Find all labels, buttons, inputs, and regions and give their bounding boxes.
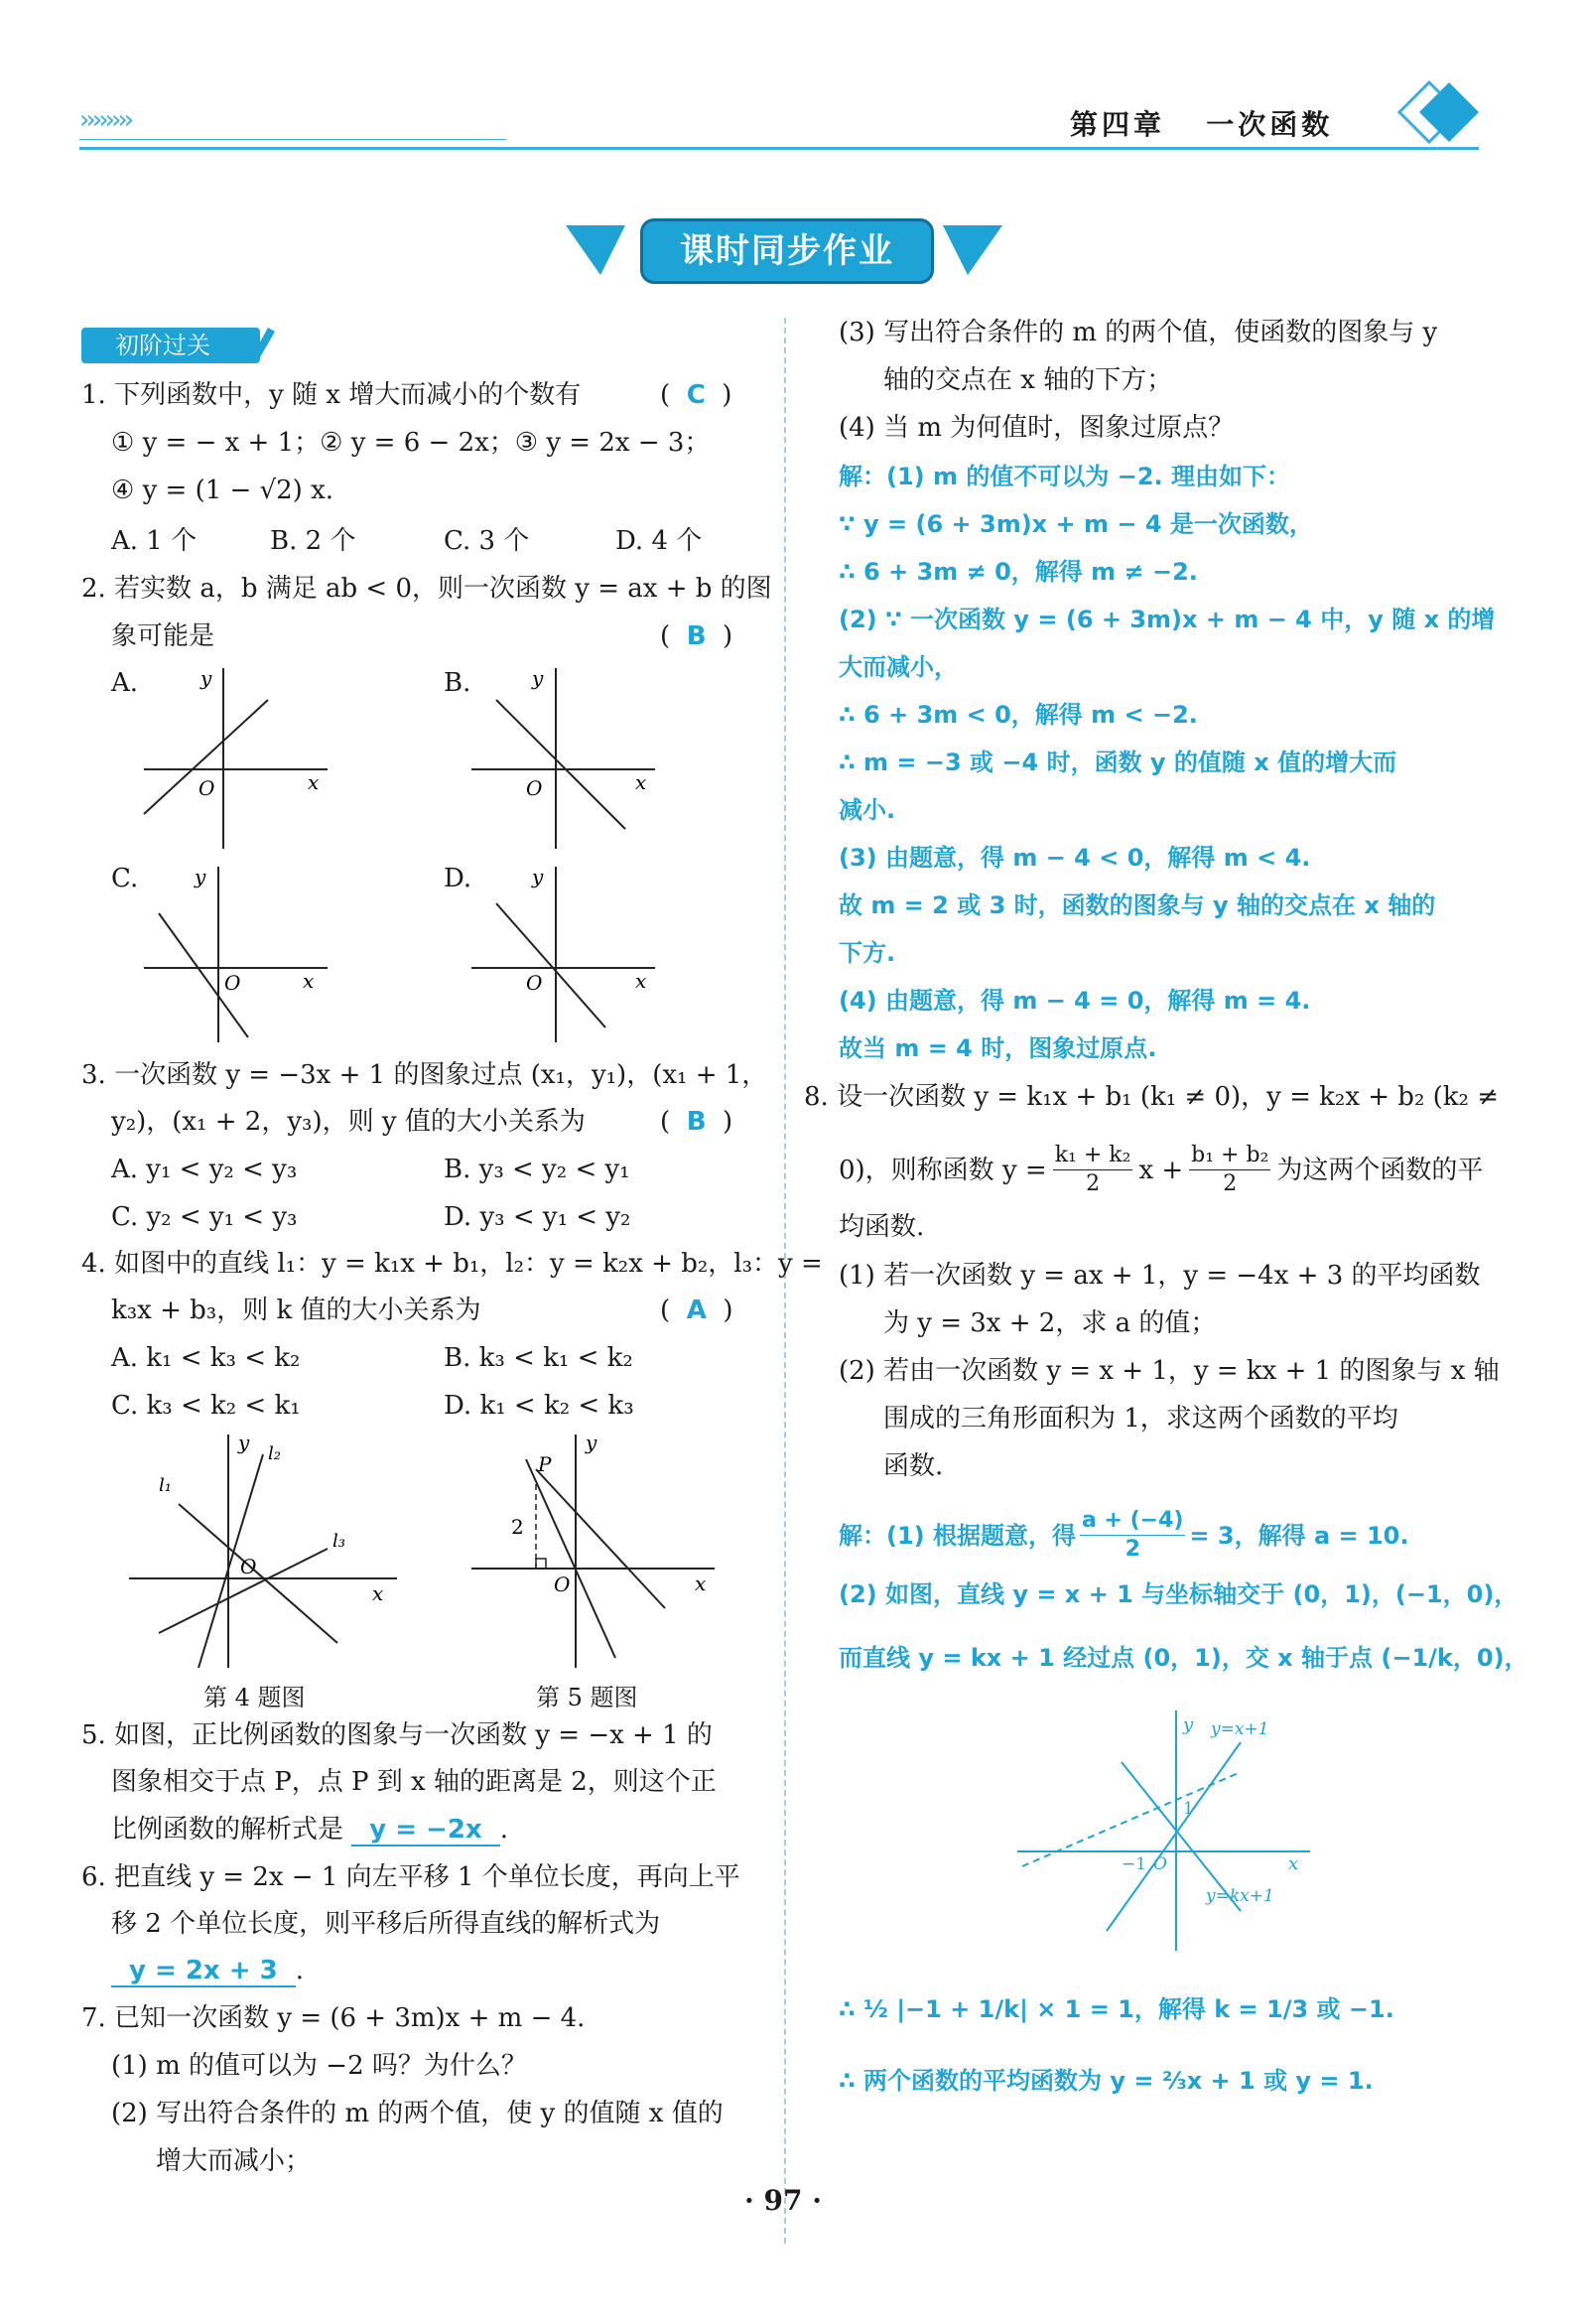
q8-part2b: 围成的三角形面积为 1，求这两个函数的平均 (883, 1404, 1398, 1434)
chapter-label (1070, 103, 1333, 143)
sol7-line-5: 大而减小， (839, 653, 958, 681)
sol8-line-2: (2) 如图，直线 y = x + 1 与坐标轴交于 (0，1)，(−1，0)， (839, 1580, 1519, 1608)
header-line (79, 147, 1479, 150)
q8-line3: 均函数. (839, 1212, 925, 1242)
sol8-l3-start: 而直线 y = kx + 1 经过点 (0，1)，交 x 轴于点 (839, 1644, 1374, 1672)
q2-b-origin: O (526, 776, 543, 800)
page-number: · 97 · (744, 2184, 822, 2217)
q4-line2: k₃x + b₃，则 k 值的大小关系为 (111, 1296, 481, 1325)
sol8-frac (1080, 1507, 1185, 1564)
q7-part4: (4) 当 m 为何值时，图象过原点？ (839, 413, 1235, 443)
q2-graph-d-label: D. (444, 864, 472, 893)
q8-line1: 8. 设一次函数 y = k₁x + b₁ (k₁ ≠ 0)，y = k₂x + b₂ (k₂ ≠ (804, 1082, 1500, 1112)
q2-b-y-label: y (532, 666, 544, 690)
q2-graph-b-label: B. (444, 668, 471, 698)
chapter-number: 第四章 (1070, 108, 1166, 141)
q8-part2c: 函数. (883, 1451, 944, 1481)
sol8-l1-end: = 3，解得 a = 10. (1189, 1521, 1409, 1550)
q3-line1: 3. 一次函数 y = −3x + 1 的图象过点 (x₁，y₁)，(x₁ + 1， (81, 1060, 768, 1090)
fig4-x-label: x (372, 1581, 384, 1605)
header-line-thin (79, 139, 506, 140)
fig5-p-label: P (538, 1452, 552, 1476)
q6-line3 (111, 1948, 304, 1993)
q2-graph-b (466, 660, 665, 859)
q3-answer-bracket: ( B ) (660, 1107, 733, 1137)
q2-c-y-label: y (195, 865, 206, 889)
figure-4 (129, 1430, 407, 1678)
q1-option-a: A. 1 个 (111, 526, 198, 556)
title-left-arrow-icon (561, 220, 630, 280)
q1-option-b: B. 2 个 (270, 526, 356, 556)
sol8-graph-minus-one: −1 (1122, 1854, 1147, 1874)
sol8-line-5: ∴ 两个函数的平均函数为 y = ⅔x + 1 或 y = 1. (839, 2067, 1374, 2095)
sol8-l3-end: ， (1504, 1644, 1528, 1672)
q6-end: . (295, 1956, 304, 1985)
header-chevrons: ›››››››› (79, 105, 131, 135)
q7-part2b: 增大而减小； (156, 2146, 312, 2176)
figure-5-caption: 第 5 题图 (536, 1684, 638, 1711)
q2-d-y-label: y (532, 865, 544, 889)
q8-frac2-den: 2 (1223, 1171, 1238, 1196)
sol7-line-9: (3) 由题意，得 m − 4 < 0，解得 m < 4. (839, 844, 1311, 872)
q3-option-a: A. y₁ < y₂ < y₃ (111, 1155, 298, 1184)
q5-line2: 图象相交于点 P，点 P 到 x 轴的距离是 2，则这个正 (111, 1767, 717, 1797)
q8-frac2 (1189, 1142, 1270, 1198)
sol8-graph-f2: y=kx+1 (1206, 1886, 1274, 1906)
q8-mid: x + (1138, 1155, 1184, 1185)
q1-answer-bracket: ( C ) (660, 380, 732, 410)
q5-line3 (111, 1807, 508, 1852)
q2-graph-c-label: C. (111, 864, 139, 893)
q7-part3b: 轴的交点在 x 轴的下方； (883, 365, 1173, 395)
sol8-l3-point: (−1/k，0) (1381, 1644, 1505, 1672)
q2-line1: 2. 若实数 a，b 满足 ab < 0，则一次函数 y = ax + b 的图 (81, 574, 772, 604)
q7-part1: (1) m 的值可以为 −2 吗？为什么？ (111, 2051, 527, 2081)
sol8-graph (1012, 1703, 1310, 1961)
q5-line1: 5. 如图，正比例函数的图象与一次函数 y = −x + 1 的 (81, 1720, 713, 1750)
q8-frac1 (1053, 1142, 1133, 1198)
sol8-frac-den: 2 (1124, 1537, 1140, 1562)
q3-option-c: C. y₂ < y₁ < y₃ (111, 1202, 298, 1232)
q1-option-c: C. 3 个 (444, 526, 530, 556)
q6-answer: y = 2x + 3 (129, 1956, 278, 1985)
q2-a-origin: O (198, 776, 215, 800)
q8-line2-start: 0)，则称函数 y = (839, 1155, 1047, 1185)
q2-answer-bracket: ( B ) (660, 621, 733, 651)
sol7-line-1: 解：(1) m 的值不可以为 −2. 理由如下： (839, 463, 1290, 490)
q2-answer: B (686, 621, 707, 651)
q4-option-c: C. k₃ < k₂ < k₁ (111, 1391, 301, 1421)
fig4-l2-label: l₂ (268, 1443, 281, 1464)
q8-part1a: (1) 若一次函数 y = ax + 1，y = −4x + 3 的平均函数 (839, 1261, 1481, 1291)
sol8-graph-f1: y=x+1 (1211, 1719, 1269, 1739)
q1-line2: ① y = − x + 1；② y = 6 − 2x；③ y = 2x − 3； (111, 428, 711, 458)
q4-option-b: B. k₃ < k₁ < k₂ (444, 1343, 633, 1373)
q6-line1: 6. 把直线 y = 2x − 1 向左平移 1 个单位长度，再向上平 (81, 1862, 740, 1892)
sol7-line-8: 减小. (839, 796, 896, 824)
q8-part2a: (2) 若由一次函数 y = x + 1，y = kx + 1 的图象与 x 轴 (839, 1356, 1500, 1386)
q4-option-d: D. k₁ < k₂ < k₃ (444, 1391, 634, 1421)
sol7-line-3: ∴ 6 + 3m ≠ 0，解得 m ≠ −2. (839, 558, 1198, 586)
q1-line1 (81, 372, 581, 418)
sol8-graph-origin: O (1153, 1854, 1167, 1874)
q8-frac1-num: k₁ + k₂ (1053, 1142, 1133, 1170)
chapter-title: 一次函数 (1206, 108, 1334, 141)
fig4-y-label: y (238, 1431, 250, 1454)
sol7-line-7: ∴ m = −3 或 −4 时，函数 y 的值随 x 值的增大而 (839, 749, 1397, 776)
q2-a-y-label: y (200, 666, 212, 690)
fig4-l3-label: l₃ (332, 1531, 345, 1552)
q2-d-x-label: x (635, 969, 647, 993)
figure-4-caption: 第 4 题图 (203, 1684, 306, 1711)
q1-option-d: D. 4 个 (615, 526, 703, 556)
q8-frac1-den: 2 (1086, 1171, 1101, 1196)
q3-option-b: B. y₃ < y₂ < y₁ (444, 1155, 630, 1184)
q1-line3: ④ y = (1 − √2) x. (111, 476, 334, 505)
fig4-origin: O (240, 1555, 257, 1578)
sol8-graph-one: 1 (1183, 1799, 1194, 1819)
q3-line2: y₂)，(x₁ + 2，y₃)，则 y 值的大小关系为 (111, 1107, 586, 1137)
fig5-x-label: x (695, 1572, 707, 1595)
sol7-line-13: 故当 m = 4 时，图象过原点. (839, 1034, 1157, 1062)
tag-pencil-icon (248, 320, 278, 359)
sol8-line-4: ∴ ½ |−1 + 1/k| × 1 = 1，解得 k = 1/3 或 −1. (839, 1995, 1394, 2023)
q4-answer-bracket: ( A ) (660, 1296, 733, 1325)
q2-graph-a (139, 660, 337, 859)
q2-d-origin: O (526, 971, 543, 995)
fig4-l1-label: l₁ (159, 1475, 172, 1496)
sol7-line-2: ∵ y = (6 + 3m)x + m − 4 是一次函数， (839, 510, 1313, 538)
sol8-graph-y: y (1183, 1714, 1194, 1735)
q5-line3-text: 比例函数的解析式是 (111, 1815, 344, 1845)
q8-frac2-num: b₁ + b₂ (1189, 1142, 1270, 1170)
fig5-origin: O (554, 1572, 571, 1596)
header-diamond-icon (1360, 68, 1489, 157)
q8-line2 (839, 1142, 1483, 1198)
sol7-line-11: 下方. (839, 939, 896, 967)
sol7-line-6: ∴ 6 + 3m < 0，解得 m < −2. (839, 701, 1198, 729)
fig5-y-label: y (586, 1431, 597, 1454)
q8-line2-end: 为这两个函数的平 (1276, 1155, 1484, 1185)
q2-c-x-label: x (303, 969, 315, 993)
q6-line2: 移 2 个单位长度，则平移后所得直线的解析式为 (111, 1909, 661, 1939)
level-tag (81, 328, 260, 363)
q2-b-x-label: x (635, 770, 647, 794)
q3-option-d: D. y₃ < y₁ < y₂ (444, 1202, 631, 1232)
q2-a-x-label: x (308, 770, 320, 794)
sol7-line-4: (2) ∵ 一次函数 y = (6 + 3m)x + m − 4 中，y 随 x 的增 (839, 606, 1496, 633)
sol8-line-1 (839, 1507, 1409, 1564)
q2-graph-a-label: A. (111, 668, 139, 698)
level-tag-label: 初阶过关 (115, 332, 210, 359)
q5-answer: y = −2x (369, 1815, 482, 1845)
q1-answer: C (686, 380, 706, 410)
q2-line2: 象可能是 (111, 621, 215, 651)
figure-5 (466, 1430, 725, 1678)
q2-graph-d (466, 859, 665, 1047)
section-title: 课时同步作业 (640, 218, 934, 284)
q4-line1: 4. 如图中的直线 l₁：y = k₁x + b₁，l₂：y = k₂x + b₂，l₃：y = (81, 1249, 823, 1279)
q2-graph-c (139, 859, 337, 1047)
sol8-l1-start: 解：(1) 根据题意，得 (839, 1521, 1076, 1550)
sol7-line-12: (4) 由题意，得 m − 4 = 0，解得 m = 4. (839, 987, 1311, 1015)
q3-answer: B (686, 1107, 707, 1137)
q7-part3a: (3) 写出符合条件的 m 的两个值，使函数的图象与 y (839, 318, 1438, 347)
q4-answer: A (686, 1296, 707, 1325)
sol7-line-10: 故 m = 2 或 3 时，函数的图象与 y 轴的交点在 x 轴的 (839, 891, 1436, 919)
q4-option-a: A. k₁ < k₃ < k₂ (111, 1343, 301, 1373)
q7-part2a: (2) 写出符合条件的 m 的两个值，使 y 的值随 x 值的 (111, 2099, 724, 2128)
q8-part1b: 为 y = 3x + 2，求 a 的值； (883, 1308, 1217, 1338)
sol8-graph-x: x (1288, 1853, 1299, 1874)
sol8-line-3 (839, 1634, 1528, 1682)
fig5-two-label: 2 (511, 1515, 524, 1539)
sol8-frac-num: a + (−4) (1080, 1507, 1185, 1536)
q1-stem: 1. 下列函数中，y 随 x 增大而减小的个数有 (81, 380, 582, 410)
q7-line1: 7. 已知一次函数 y = (6 + 3m)x + m − 4. (81, 2003, 586, 2033)
q2-c-origin: O (224, 971, 241, 995)
title-right-arrow-icon (938, 220, 1007, 280)
q5-line3-end: . (499, 1815, 509, 1845)
